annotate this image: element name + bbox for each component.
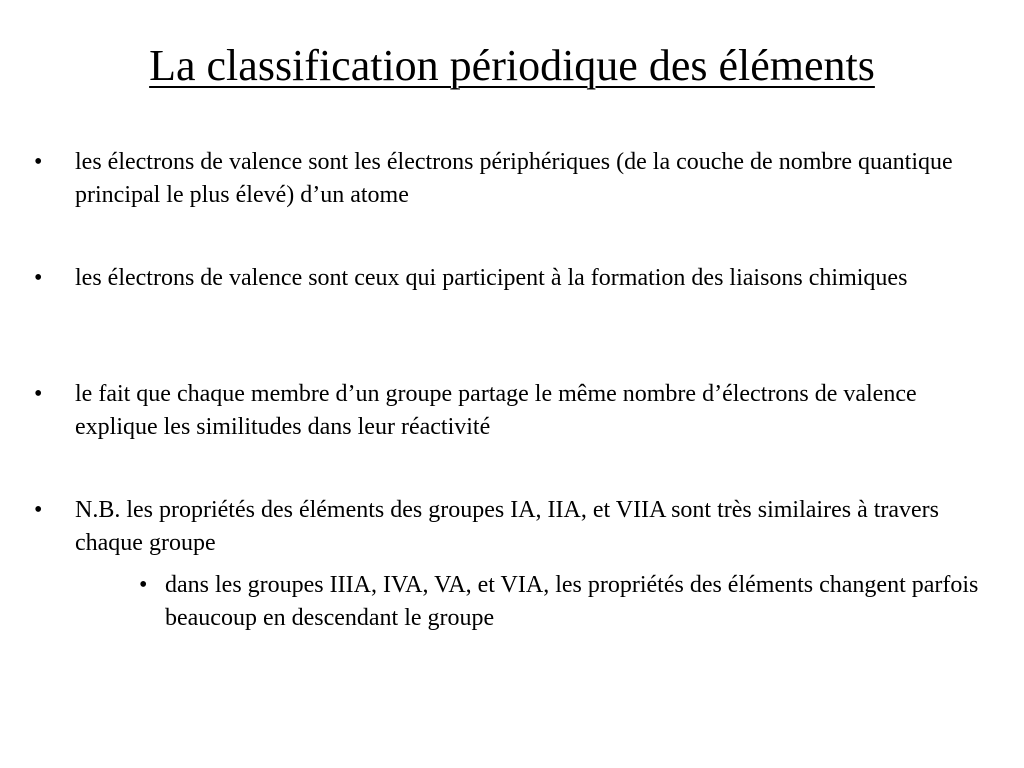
- bullet-text: N.B. les propriétés des éléments des groupes IA, IIA, et VIIA sont très similaires à travers chaque groupe: [75, 497, 940, 556]
- bullet-item: [34, 262, 994, 295]
- bullet-dot: •: [34, 265, 43, 291]
- sub-bullet-item: [139, 569, 999, 635]
- bullet-text: le fait que chaque membre d’un groupe partage le même nombre d’électrons de valence explique les similitudes dans leur réactivité: [75, 381, 917, 440]
- bullet-dot: •: [34, 497, 43, 523]
- bullet-item: [34, 146, 994, 212]
- bullet-dot: •: [34, 381, 43, 407]
- bullet-text: les électrons de valence sont ceux qui participent à la formation des liaisons chimiques: [75, 265, 908, 291]
- bullet-item: [34, 378, 994, 444]
- slide-title: La classification périodique des éléments: [149, 41, 875, 90]
- sub-bullet-text: dans les groupes IIIA, IVA, VA, et VIA, les propriétés des éléments changent parfois beaucoup en descendant le groupe: [165, 572, 979, 631]
- bullet-item: [34, 494, 994, 560]
- bullet-text: les électrons de valence sont les électrons périphériques (de la couche de nombre quantique principal le plus élevé) d’un atome: [75, 149, 953, 208]
- bullet-dot: •: [34, 149, 43, 175]
- sub-bullet-dot: •: [139, 572, 148, 598]
